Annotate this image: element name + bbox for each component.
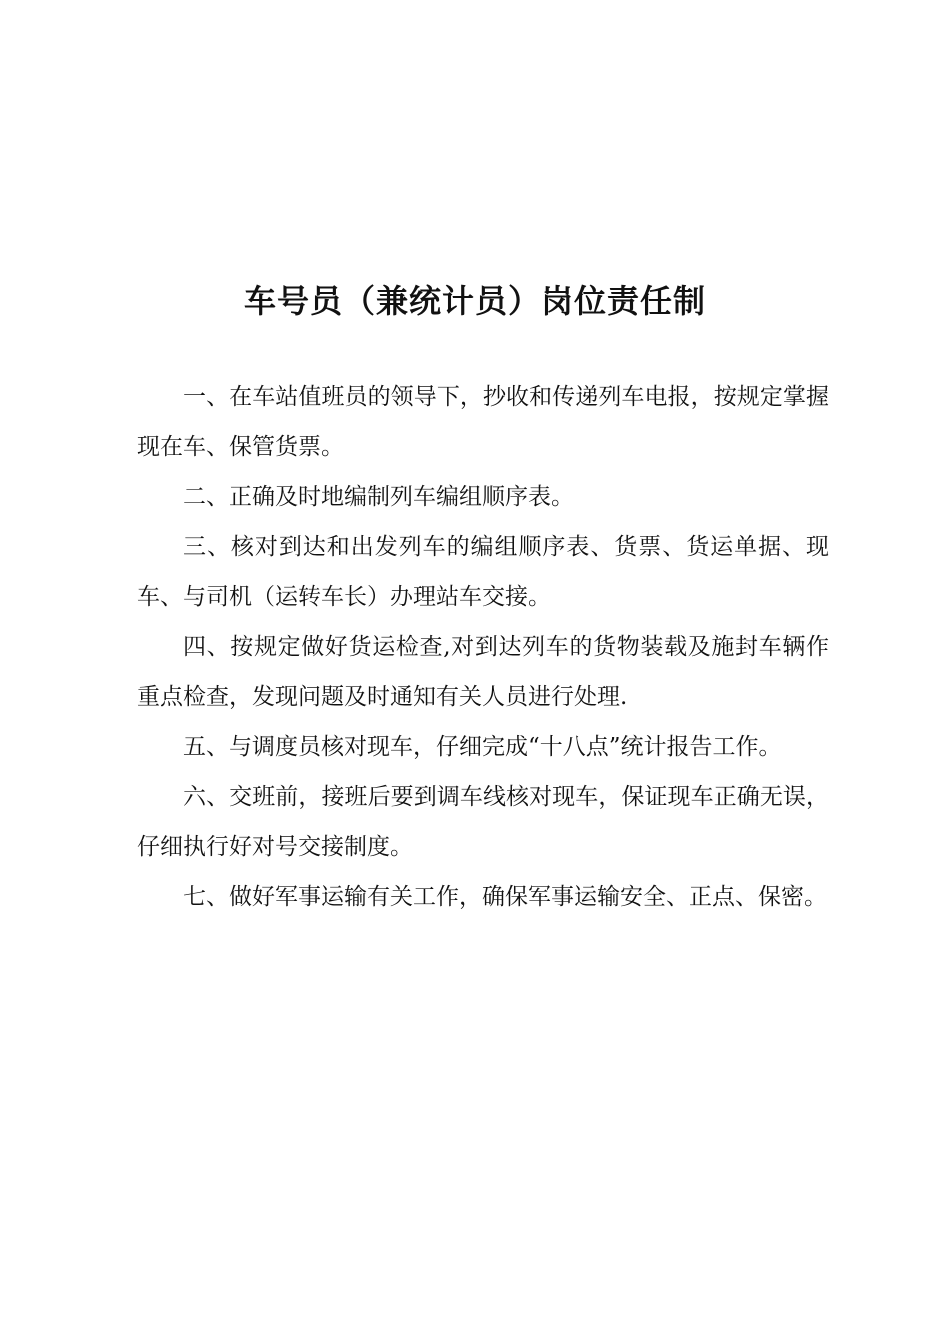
paragraph-5: 五、与调度员核对现车，仔细完成“十八点”统计报告工作。 bbox=[183, 734, 782, 760]
paragraph-2: 二、正确及时地编制列车编组顺序表。 bbox=[183, 484, 574, 510]
paragraph-3: 三、核对到达和出发列车的编组顺序表、货票、货运单据、现车、与司机（运转车长）办理站车交接。 bbox=[137, 534, 829, 610]
paragraph-7: 七、做好军事运输有关工作，确保军事运输安全、正点、保密。 bbox=[183, 884, 827, 910]
document-body bbox=[137, 372, 829, 922]
paragraph-1: 一、在车站值班员的领导下，抄收和传递列车电报，按规定掌握现在车、保管货票。 bbox=[137, 384, 829, 460]
paragraph-4: 四、按规定做好货运检查,对到达列车的货物装载及施封车辆作重点检查，发现问题及时通知有关人员进行处理. bbox=[137, 634, 829, 710]
paragraph-6: 六、交班前，接班后要到调车线核对现车，保证现车正确无误，仔细执行好对号交接制度。 bbox=[137, 784, 829, 860]
document-title: 车号员（兼统计员）岗位责任制 bbox=[243, 282, 706, 320]
